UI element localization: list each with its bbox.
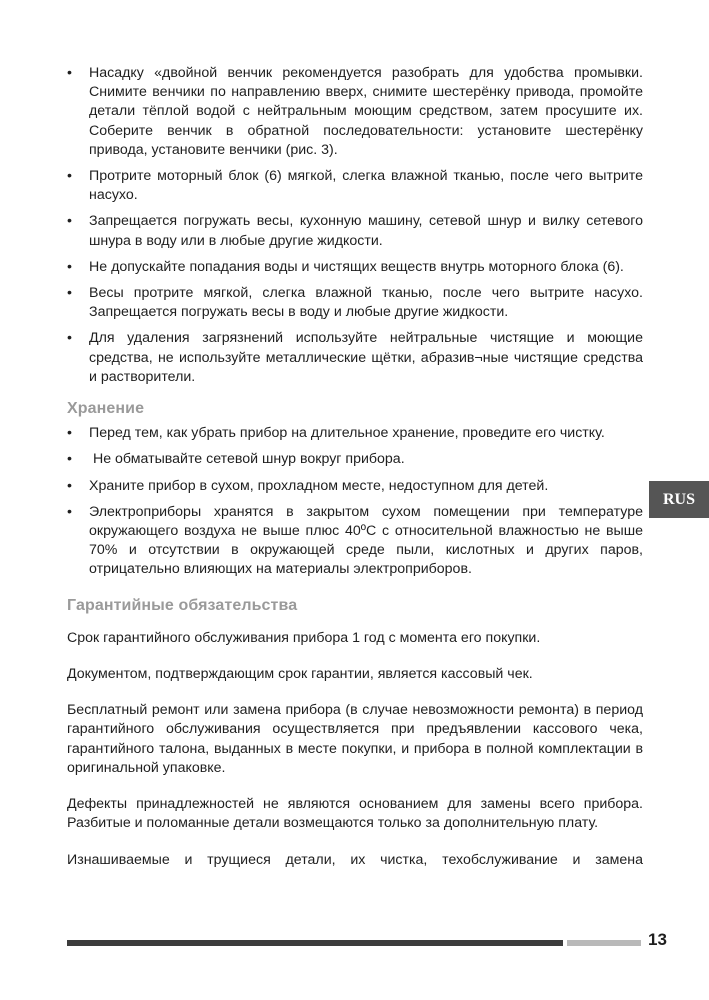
storage-list	[67, 424, 643, 579]
list-item: • Перед тем, как убрать прибор на длительное хранение, проведите его чистку.	[67, 424, 643, 443]
list-item: • Для удаления загрязнений используйте нейтральные чистящие и моющие средства, не используйте металлические щётки, абразив¬ные чистящие средства и растворители.	[67, 329, 643, 387]
warranty-heading: Гарантийные обязательства	[67, 596, 298, 614]
page-number: 13	[648, 930, 667, 949]
storage-heading: Хранение	[67, 400, 145, 418]
list-item: • Запрещается погружать весы, кухонную машину, сетевой шнур и вилку сетевого шнура в воду или в любые другие жидкости.	[67, 212, 643, 250]
list-item: • Протрите моторный блок (6) мягкой, слегка влажной тканью, после чего вытрите насухо.	[67, 167, 643, 205]
warranty-paragraph: Изнашиваемые и трущиеся детали, их чистка, техобслуживание и замена	[67, 851, 643, 868]
language-tab: RUS	[649, 481, 709, 518]
list-item: • Не обматывайте сетевой шнур вокруг прибора.	[67, 450, 643, 469]
footer-rule-light	[567, 940, 641, 946]
warranty-paragraph: Срок гарантийного обслуживания прибора 1 год с момента его покупки.	[67, 629, 541, 646]
warranty-paragraph: Бесплатный ремонт или замена прибора (в случае невозможности ремонта) в период гарантийного обслуживания осуществляется при предъявлении кассового чека, гарантийного талона, выданных в месте покупки, и прибора в полной комплектации в оригинальной упаковке.	[67, 702, 643, 776]
warranty-paragraph: Дефекты принадлежностей не являются основанием для замены всего прибора. Разбитые и поломанные детали возмещаются только за дополнительную плату.	[67, 796, 643, 832]
cleaning-list	[67, 64, 643, 387]
list-item: • Не допускайте попадания воды и чистящих веществ внутрь моторного блока (6).	[67, 258, 643, 277]
list-item: • Насадку «двойной венчик рекомендуется разобрать для удобства промывки. Снимите венчики по направлению вверх, снимите шестерёнку привода, промойте детали тёплой водой с нейтральным моющим средством, затем просушите их. Соберите венчик в обратной последовательности: установите шестерёнку привода, установите венчики (рис. 3).	[67, 64, 643, 160]
list-item: • Электроприборы хранятся в закрытом сухом помещении при температуре окружающего воздуха не выше плюс 40ºС с относительной влажностью не выше 70% и отсутствии в окружающей среде пыли, кислотных и других паров, отрицательно влияющих на материалы электроприборов.	[67, 503, 643, 580]
warranty-paragraph: Документом, подтверждающим срок гарантии, является кассовый чек.	[67, 666, 533, 683]
page-content	[67, 64, 643, 887]
footer-rule	[67, 940, 563, 946]
list-item: • Храните прибор в сухом, прохладном месте, недоступном для детей.	[67, 477, 643, 496]
list-item: • Весы протрите мягкой, слегка влажной тканью, после чего вытрите насухо. Запрещается погружать весы в воду и любые другие жидкости.	[67, 284, 643, 322]
